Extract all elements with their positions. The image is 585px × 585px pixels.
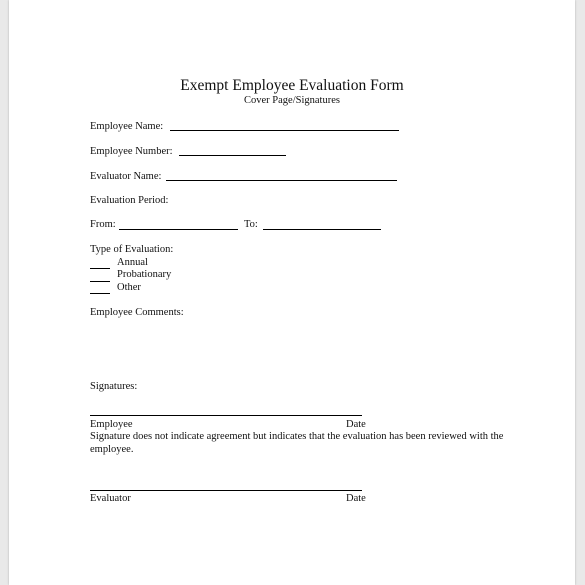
to-label: To: [244, 219, 258, 230]
evaluation-period-label: Evaluation Period: [90, 195, 169, 206]
employee-comments-label: Employee Comments: [90, 307, 184, 318]
to-field[interactable] [263, 229, 381, 230]
probationary-option-label: Probationary [117, 269, 172, 280]
other-checkbox[interactable] [90, 293, 110, 294]
form-title: Exempt Employee Evaluation Form [180, 77, 404, 94]
employee-signature-label: Employee [90, 419, 133, 430]
employee-name-field[interactable] [170, 130, 399, 131]
evaluator-name-field[interactable] [166, 180, 397, 181]
annual-checkbox[interactable] [90, 268, 110, 269]
evaluator-name-label: Evaluator Name: [90, 171, 162, 182]
signatures-label: Signatures: [90, 381, 138, 392]
employee-number-label: Employee Number: [90, 146, 173, 157]
type-of-evaluation-label: Type of Evaluation: [90, 244, 174, 255]
employee-number-field[interactable] [179, 155, 286, 156]
from-label: From: [90, 219, 116, 230]
signature-note: Signature does not indicate agreement but indicates that the evaluation has been reviewed with the employee. [90, 431, 504, 455]
other-option-label: Other [117, 282, 141, 293]
annual-option-label: Annual [117, 257, 148, 268]
employee-signature-line[interactable] [90, 415, 362, 416]
probationary-checkbox[interactable] [90, 281, 110, 282]
form-page [9, 0, 575, 585]
evaluator-date-label: Date [346, 493, 366, 504]
employee-name-label: Employee Name: [90, 121, 164, 132]
evaluator-signature-line[interactable] [90, 490, 362, 491]
employee-date-label: Date [346, 419, 366, 430]
from-field[interactable] [119, 229, 238, 230]
form-subtitle: Cover Page/Signatures [244, 95, 340, 106]
evaluator-signature-label: Evaluator [90, 493, 131, 504]
